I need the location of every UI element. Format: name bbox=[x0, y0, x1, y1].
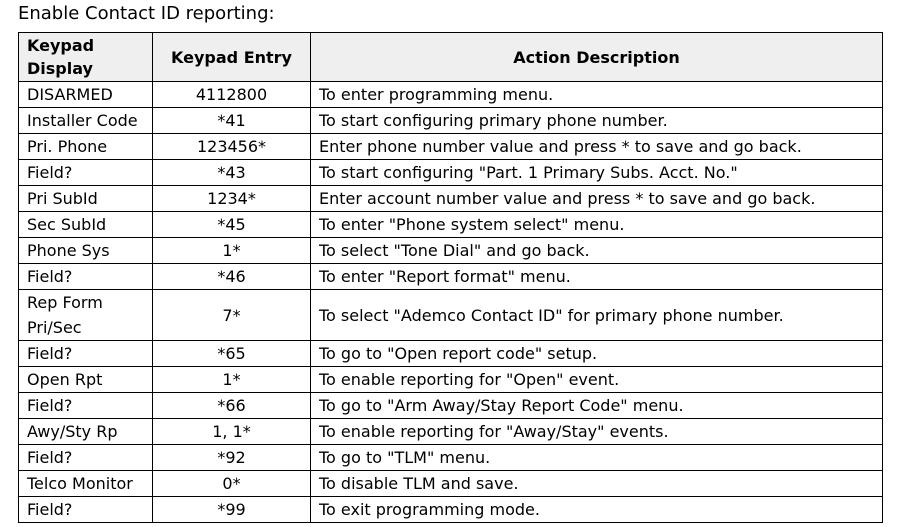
table-row bbox=[19, 497, 883, 523]
action-description-cell: To select "Tone Dial" and go back. bbox=[311, 238, 883, 264]
action-description-cell: To enter programming menu. bbox=[311, 82, 883, 108]
action-description-cell: To start configuring primary phone number. bbox=[311, 108, 883, 134]
action-description-cell: Enter phone number value and press * to save and go back. bbox=[311, 134, 883, 160]
table-row bbox=[19, 290, 883, 341]
keypad-display-cell: Field? bbox=[19, 341, 153, 367]
keypad-display-cell: Field? bbox=[19, 160, 153, 186]
table-row bbox=[19, 445, 883, 471]
action-description-cell: To go to "Arm Away/Stay Report Code" menu. bbox=[311, 393, 883, 419]
keypad-entry-cell: 1234* bbox=[153, 186, 311, 212]
action-description-cell: To enter "Phone system select" menu. bbox=[311, 212, 883, 238]
action-description-cell: To go to "Open report code" setup. bbox=[311, 341, 883, 367]
table-row bbox=[19, 160, 883, 186]
table-row bbox=[19, 471, 883, 497]
keypad-entry-cell: *65 bbox=[153, 341, 311, 367]
keypad-entry-cell: 1, 1* bbox=[153, 419, 311, 445]
action-description-cell: To enter "Report format" menu. bbox=[311, 264, 883, 290]
table-row bbox=[19, 419, 883, 445]
table-row bbox=[19, 238, 883, 264]
keypad-display-cell: Field? bbox=[19, 264, 153, 290]
keypad-entry-cell: 123456* bbox=[153, 134, 311, 160]
action-description-cell: To start configuring "Part. 1 Primary Subs. Acct. No." bbox=[311, 160, 883, 186]
column-header-keypad-display: Keypad Display bbox=[19, 33, 153, 82]
table-header-row bbox=[19, 33, 883, 82]
action-description-cell: To enable reporting for "Away/Stay" events. bbox=[311, 419, 883, 445]
keypad-display-cell: Sec SubId bbox=[19, 212, 153, 238]
table-row bbox=[19, 212, 883, 238]
keypad-entry-cell: *99 bbox=[153, 497, 311, 523]
keypad-entry-cell: *66 bbox=[153, 393, 311, 419]
keypad-display-cell: DISARMED bbox=[19, 82, 153, 108]
column-header-keypad-entry: Keypad Entry bbox=[153, 33, 311, 82]
keypad-entry-cell: *92 bbox=[153, 445, 311, 471]
keypad-display-cell: Field? bbox=[19, 497, 153, 523]
column-header-action-description: Action Description bbox=[311, 33, 883, 82]
action-description-cell: To select "Ademco Contact ID" for primary phone number. bbox=[311, 290, 883, 341]
table-row bbox=[19, 82, 883, 108]
keypad-display-cell: Field? bbox=[19, 393, 153, 419]
action-description-cell: To go to "TLM" menu. bbox=[311, 445, 883, 471]
keypad-entry-cell: 1* bbox=[153, 367, 311, 393]
keypad-entry-cell: 7* bbox=[153, 290, 311, 341]
keypad-entry-cell: 0* bbox=[153, 471, 311, 497]
keypad-entry-cell: 1* bbox=[153, 238, 311, 264]
keypad-display-cell: Pri SubId bbox=[19, 186, 153, 212]
keypad-entry-cell: 4112800 bbox=[153, 82, 311, 108]
keypad-entry-cell: *45 bbox=[153, 212, 311, 238]
keypad-display-cell: Rep Form Pri/Sec bbox=[19, 290, 153, 341]
keypad-display-cell: Phone Sys bbox=[19, 238, 153, 264]
action-description-cell: To enable reporting for "Open" event. bbox=[311, 367, 883, 393]
keypad-display-cell: Awy/Sty Rp bbox=[19, 419, 153, 445]
table-row bbox=[19, 134, 883, 160]
contact-id-table bbox=[18, 32, 883, 523]
table-row bbox=[19, 367, 883, 393]
table-row bbox=[19, 341, 883, 367]
action-description-cell: To disable TLM and save. bbox=[311, 471, 883, 497]
table-row bbox=[19, 393, 883, 419]
keypad-display-cell: Field? bbox=[19, 445, 153, 471]
action-description-cell: To exit programming mode. bbox=[311, 497, 883, 523]
table-row bbox=[19, 108, 883, 134]
keypad-entry-cell: *46 bbox=[153, 264, 311, 290]
keypad-entry-cell: *43 bbox=[153, 160, 311, 186]
table-row bbox=[19, 186, 883, 212]
keypad-display-cell: Installer Code bbox=[19, 108, 153, 134]
keypad-display-cell: Telco Monitor bbox=[19, 471, 153, 497]
keypad-display-cell: Open Rpt bbox=[19, 367, 153, 393]
action-description-cell: Enter account number value and press * to save and go back. bbox=[311, 186, 883, 212]
page-title: Enable Contact ID reporting: bbox=[18, 3, 275, 24]
table-row bbox=[19, 264, 883, 290]
keypad-display-cell: Pri. Phone bbox=[19, 134, 153, 160]
keypad-entry-cell: *41 bbox=[153, 108, 311, 134]
